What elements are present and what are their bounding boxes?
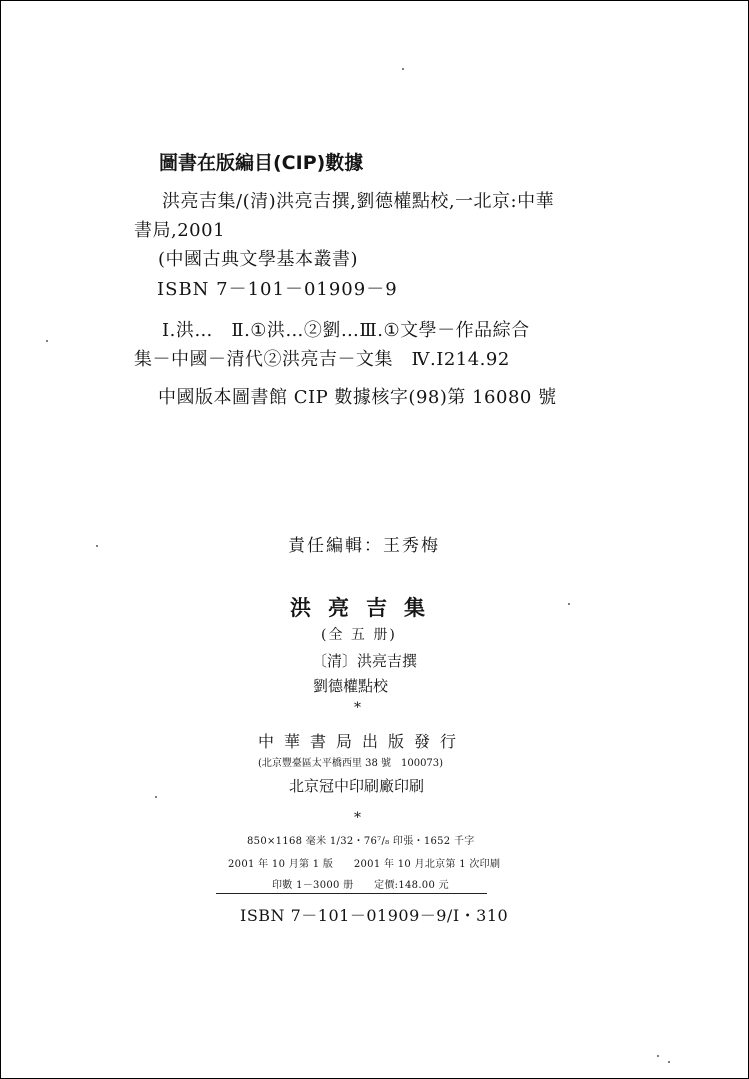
format-spec: 850×1168 毫米 1/32・76⁷/₈ 印張・1652 千字: [247, 836, 475, 847]
cip-line-classification: 集－中國－清代②洪亮吉－文集 Ⅳ.I214.92: [134, 349, 510, 370]
volume-count: (全 五 册): [321, 627, 397, 643]
separator-star: *: [354, 700, 361, 716]
scan-speckle: [155, 796, 157, 798]
scan-speckle: [46, 340, 48, 342]
cip-title: 圖書在版編目(CIP)數據: [159, 152, 364, 174]
cip-line-title-author: 洪亮吉集/(清)洪亮吉撰,劉德權點校,一北京:中華: [162, 191, 555, 212]
cip-line-record-number: 中國版本圖書館 CIP 數據核字(98)第 16080 號: [158, 387, 557, 408]
scan-speckle: [568, 603, 570, 605]
print-run-price: 印數 1－3000 册 定價:148.00 元: [272, 880, 449, 891]
scan-speckle: [96, 545, 98, 547]
cip-line-series: (中國古典文學基本叢書): [158, 249, 359, 270]
printer-line: 北京冠中印刷廠印刷: [289, 777, 425, 795]
cip-line-isbn: ISBN 7－101－01909－9: [157, 279, 398, 300]
cip-line-subjects: Ⅰ.洪… Ⅱ.①洪…②劉…Ⅲ.①文學－作品綜合: [162, 320, 530, 341]
separator-star: *: [354, 810, 361, 826]
scan-speckle: [668, 1061, 670, 1063]
responsible-editor: 責任編輯：王秀梅: [288, 536, 440, 556]
collator-line: 劉德權點校: [313, 677, 389, 695]
publisher-line: 中華書局出版發行: [258, 732, 467, 751]
cip-line-publisher-year: 書局,2001: [134, 220, 226, 241]
scan-speckle: [402, 68, 404, 70]
author-line: 〔清〕洪亮吉撰: [312, 652, 418, 670]
scan-speckle: [657, 1055, 659, 1057]
edition-info: 2001 年 10 月第 1 版 2001 年 10 月北京第 1 次印刷: [228, 859, 501, 870]
bottom-isbn: ISBN 7－101－01909－9/I・310: [240, 906, 509, 925]
book-title: 洪亮吉集: [290, 595, 442, 620]
divider-rule: [216, 893, 487, 894]
publisher-address: (北京豐臺區太平橋西里 38 號 100073): [258, 758, 444, 769]
